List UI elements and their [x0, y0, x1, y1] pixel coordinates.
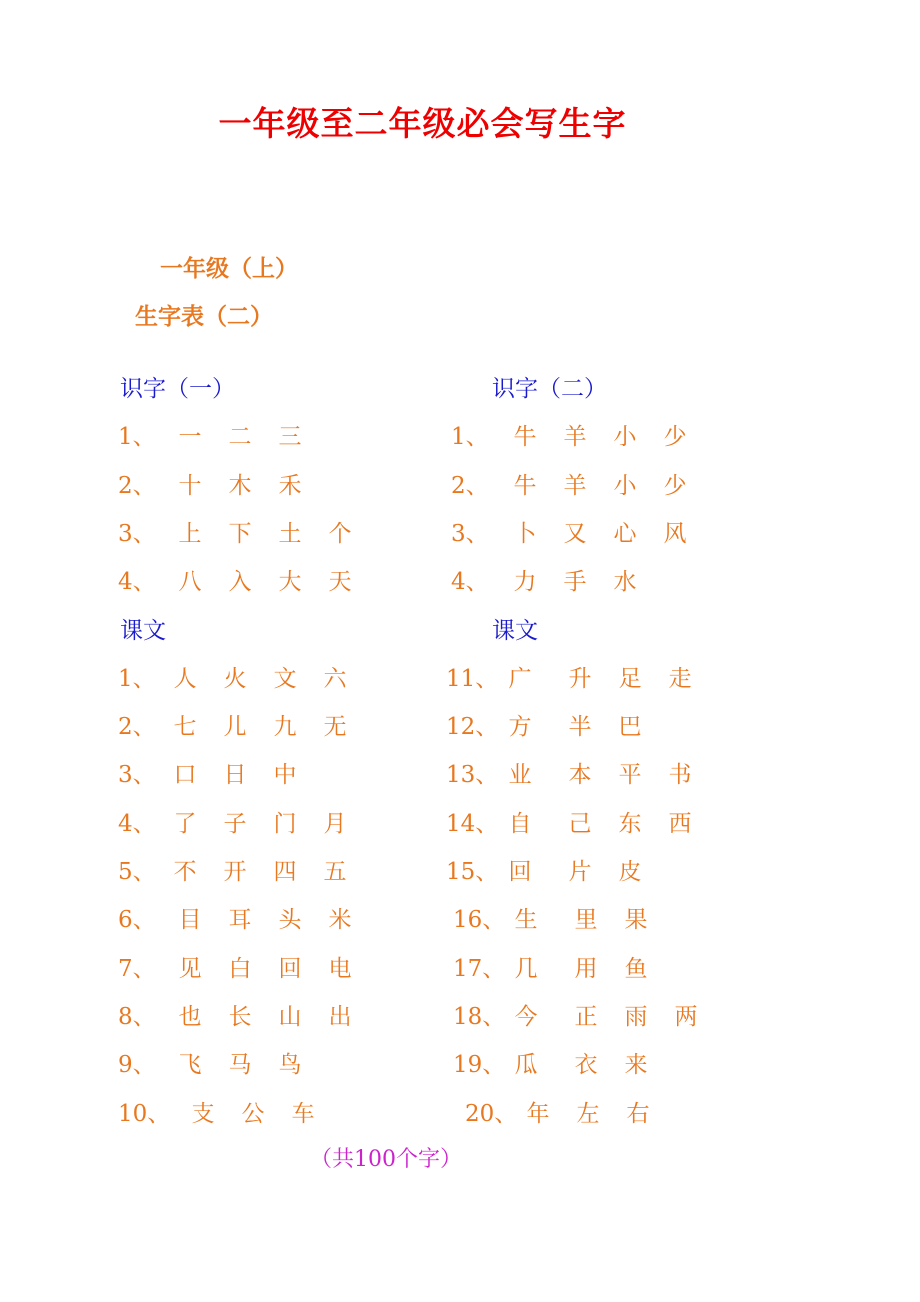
character: 日: [223, 762, 247, 789]
row-number: 2、: [451, 472, 489, 499]
character: 火: [223, 665, 247, 692]
character: 禾: [278, 472, 302, 499]
character: 飞: [178, 1052, 202, 1079]
character: 十: [178, 472, 202, 499]
character: 上: [178, 520, 202, 547]
character: 书: [668, 762, 692, 789]
character: 卜: [513, 520, 537, 547]
character: 西: [668, 810, 692, 837]
character: 天: [328, 569, 352, 596]
character: 支: [191, 1100, 215, 1127]
character: 下: [228, 520, 252, 547]
character: 目: [178, 907, 202, 934]
character: 二: [228, 424, 252, 451]
character: 土: [278, 520, 302, 547]
character: 山: [278, 1003, 302, 1030]
character: 白: [228, 955, 252, 982]
row-number: 6、: [118, 907, 156, 934]
character: 子: [223, 810, 247, 837]
row-number: 7、: [118, 955, 156, 982]
character: 见: [178, 955, 202, 982]
row-number: 16、: [453, 907, 506, 934]
character: 公: [241, 1100, 265, 1127]
character: 来: [624, 1052, 648, 1079]
character: 左: [576, 1100, 600, 1127]
character: 车: [291, 1100, 315, 1127]
character: 业: [508, 762, 532, 789]
character: 两: [674, 1003, 698, 1030]
row-number: 3、: [451, 520, 489, 547]
character: 无: [323, 714, 347, 741]
row-number: 14、: [446, 810, 499, 837]
character: 正: [574, 1003, 598, 1030]
character: 头: [278, 907, 302, 934]
row-number: 9、: [118, 1052, 156, 1079]
row-number: 20、: [465, 1100, 518, 1127]
character: 少: [663, 424, 687, 451]
page-title: 一年级至二年级必会写生字: [218, 104, 627, 143]
character: 半: [568, 714, 592, 741]
character: 鸟: [278, 1052, 302, 1079]
row-number: 4、: [451, 569, 489, 596]
character: 个: [328, 520, 352, 547]
row-number: 4、: [118, 810, 156, 837]
character: 东: [618, 810, 642, 837]
character: 巴: [618, 714, 642, 741]
row-number: 10、: [118, 1100, 171, 1127]
character: 不: [173, 859, 197, 885]
character: 木: [228, 472, 252, 499]
character: 了: [173, 810, 197, 837]
character: 中: [273, 762, 297, 789]
row-number: 5、: [118, 859, 156, 885]
character: 年: [526, 1100, 550, 1127]
character: 小: [613, 472, 637, 499]
character: 皮: [618, 859, 642, 885]
total-count: （共100个字）: [310, 1147, 462, 1172]
row-number: 18、: [453, 1003, 506, 1030]
character: 少: [663, 472, 687, 499]
character: 方: [508, 714, 532, 741]
character: 七: [173, 714, 197, 741]
character: 手: [563, 569, 587, 596]
character: 米: [328, 907, 352, 934]
character: 八: [178, 569, 202, 596]
character: 回: [278, 955, 302, 982]
character: 人: [173, 665, 197, 692]
row-number: 3、: [118, 520, 156, 547]
character: 大: [278, 569, 302, 596]
character: 果: [624, 907, 648, 934]
kewen-heading: 课文: [492, 617, 538, 644]
character: 一: [178, 424, 202, 451]
character: 走: [668, 665, 692, 692]
character: 三: [278, 424, 302, 451]
kewen-heading: 课文: [120, 617, 166, 644]
character: 出: [328, 1003, 352, 1030]
row-number: 2、: [118, 472, 156, 499]
character: 小: [613, 424, 637, 451]
character: 己: [568, 810, 592, 837]
character: 广: [508, 665, 532, 692]
row-number: 12、: [446, 714, 499, 741]
row-number: 13、: [446, 762, 499, 789]
character: 儿: [223, 714, 247, 741]
row-number: 11、: [446, 665, 499, 692]
row-number: 2、: [118, 714, 156, 741]
character: 四: [273, 859, 297, 885]
row-number: 19、: [453, 1052, 506, 1079]
shizi-2-heading: 识字（二）: [492, 376, 607, 402]
character: 六: [323, 665, 347, 692]
character: 右: [626, 1100, 650, 1127]
character: 开: [223, 859, 247, 885]
character: 本: [568, 762, 592, 789]
character: 回: [508, 859, 532, 885]
character: 升: [568, 665, 592, 692]
character: 足: [618, 665, 642, 692]
row-number: 1、: [118, 424, 156, 451]
character: 牛: [513, 424, 537, 451]
character: 用: [574, 955, 598, 982]
row-number: 3、: [118, 762, 156, 789]
character: 风: [663, 520, 687, 547]
character: 九: [273, 714, 297, 741]
character: 也: [178, 1003, 202, 1030]
character: 门: [273, 810, 297, 837]
row-number: 1、: [451, 424, 489, 451]
character: 马: [228, 1052, 252, 1079]
row-number: 15、: [446, 859, 499, 885]
character: 水: [613, 569, 637, 596]
character: 鱼: [624, 955, 648, 982]
character: 力: [513, 569, 537, 596]
character: 口: [173, 762, 197, 789]
character: 里: [574, 907, 598, 934]
character: 片: [568, 859, 592, 885]
character: 几: [514, 955, 538, 982]
character: 衣: [574, 1052, 598, 1079]
character: 耳: [228, 907, 252, 934]
character: 雨: [624, 1003, 648, 1030]
character: 心: [613, 520, 637, 547]
shizi-1-heading: 识字（一）: [120, 376, 235, 402]
table-heading: 生字表（二）: [135, 303, 273, 330]
character: 五: [323, 859, 347, 885]
character: 平: [618, 762, 642, 789]
character: 入: [228, 569, 252, 596]
character: 文: [273, 665, 297, 692]
character: 羊: [563, 472, 587, 499]
character: 瓜: [514, 1052, 538, 1079]
row-number: 1、: [118, 665, 156, 692]
character: 电: [328, 955, 352, 982]
character: 自: [508, 810, 532, 837]
row-number: 4、: [118, 569, 156, 596]
character: 牛: [513, 472, 537, 499]
row-number: 17、: [453, 955, 506, 982]
character: 生: [514, 907, 538, 934]
character: 又: [563, 520, 587, 547]
character: 羊: [563, 424, 587, 451]
character: 月: [323, 810, 347, 837]
row-number: 8、: [118, 1003, 156, 1030]
character: 今: [514, 1003, 538, 1030]
grade-heading: 一年级（上）: [160, 255, 298, 282]
character: 长: [228, 1003, 252, 1030]
